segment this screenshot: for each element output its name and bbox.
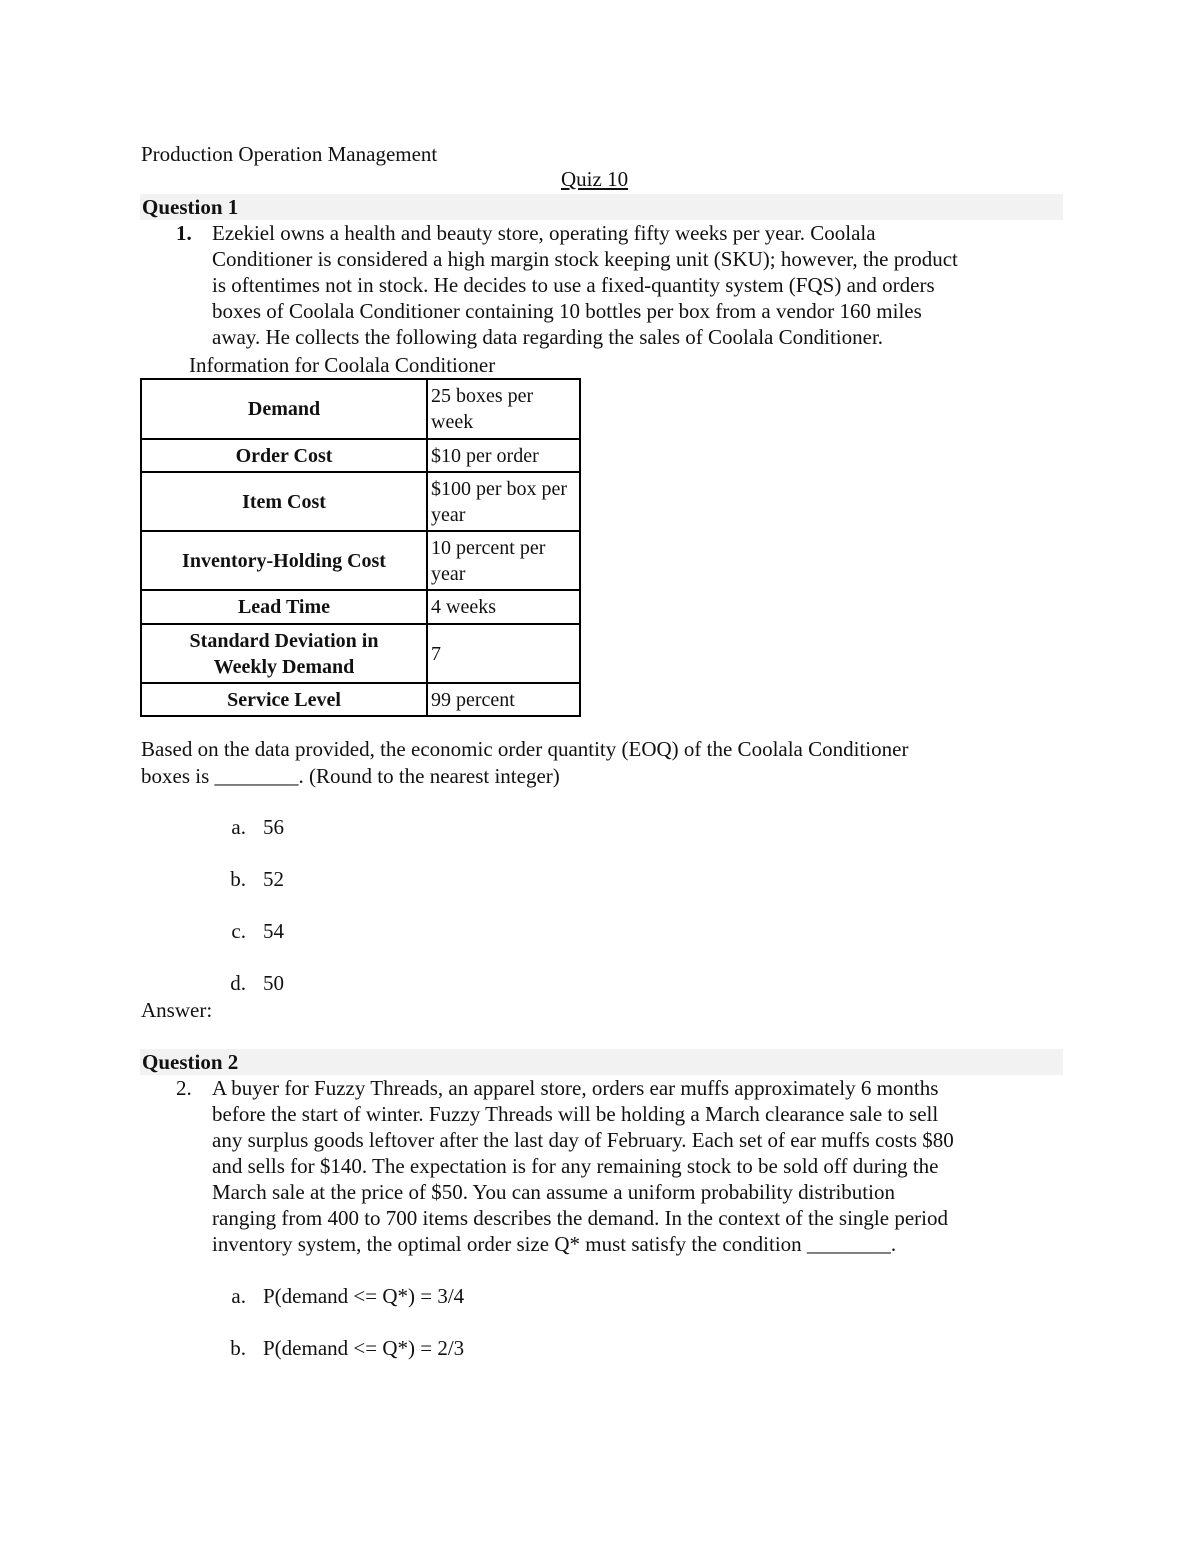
question-2-heading: Question 2 bbox=[142, 1050, 239, 1074]
question-2-text bbox=[212, 1075, 1062, 1257]
question-2-text-line: inventory system, the optimal order size Q* must satisfy the condition ________. bbox=[212, 1232, 897, 1256]
option-letter: b. bbox=[230, 867, 246, 891]
question-1-text bbox=[212, 220, 1062, 350]
quiz-title: Quiz 10 bbox=[561, 167, 629, 191]
question-2-text-line: ranging from 400 to 700 items describes the demand. In the context of the single period bbox=[212, 1206, 948, 1230]
info-table bbox=[140, 378, 581, 717]
table-value-cell: 99 percent bbox=[427, 683, 580, 716]
question-1-number: 1. bbox=[176, 221, 192, 245]
option-text: 52 bbox=[263, 867, 284, 891]
table-value-cell bbox=[427, 379, 580, 439]
option-letter: b. bbox=[230, 1336, 246, 1360]
option-letter: d. bbox=[230, 971, 246, 995]
table-label-text: Standard Deviation in Weekly Demand bbox=[189, 629, 379, 678]
question-1-text-line: is oftentimes not in stock. He decides to use a fixed-quantity system (FQS) and orders bbox=[212, 273, 935, 297]
question-2-number: 2. bbox=[176, 1076, 192, 1100]
table-value-line: $100 per box per year bbox=[431, 477, 568, 526]
question-1-text-line: away. He collects the following data regarding the sales of Coolala Conditioner. bbox=[212, 325, 884, 349]
table-label-cell: Lead Time bbox=[141, 590, 427, 624]
table-value-cell bbox=[427, 531, 580, 590]
question-2-text-line: and sells for $140. The expectation is for any remaining stock to be sold off during the bbox=[212, 1154, 939, 1178]
question-2-text-line: any surplus goods leftover after the last day of February. Each set of ear muffs costs $80 bbox=[212, 1128, 954, 1152]
option-letter: c. bbox=[231, 919, 246, 943]
question-2-text-line: A buyer for Fuzzy Threads, an apparel store, orders ear muffs approximately 6 months bbox=[212, 1076, 939, 1100]
option-text: 50 bbox=[263, 971, 284, 995]
table-value-line: 25 boxes per week bbox=[431, 385, 534, 433]
table-row bbox=[141, 472, 580, 531]
table-label-cell: Inventory-Holding Cost bbox=[141, 531, 427, 590]
table-value-cell: $10 per order bbox=[427, 439, 580, 472]
question-2-text-line: March sale at the price of $50. You can assume a uniform probability distribution bbox=[212, 1180, 895, 1204]
option-text: 54 bbox=[263, 919, 284, 943]
question-1-text-line: Conditioner is considered a high margin stock keeping unit (SKU); however, the product bbox=[212, 247, 958, 271]
option-text: 56 bbox=[263, 815, 284, 839]
question-2-header-bar bbox=[140, 1049, 1063, 1075]
table-value-cell: 4 weeks bbox=[427, 590, 580, 624]
table-label-cell: Item Cost bbox=[141, 472, 427, 531]
question-1-heading: Question 1 bbox=[142, 195, 239, 219]
prompt-line: Based on the data provided, the economic order quantity (EOQ) of the Coolala Conditioner bbox=[141, 737, 909, 761]
question-1-prompt bbox=[141, 736, 908, 790]
option-text: P(demand <= Q*) = 2/3 bbox=[263, 1336, 465, 1360]
table-value-cell bbox=[427, 472, 580, 531]
table-row bbox=[141, 683, 580, 716]
question-1-text-line: boxes of Coolala Conditioner containing 10 bottles per box from a vendor 160 miles bbox=[212, 299, 922, 323]
course-title: Production Operation Management bbox=[141, 142, 438, 166]
table-row bbox=[141, 531, 580, 590]
answer-label: Answer: bbox=[141, 998, 213, 1022]
table-label-cell: Service Level bbox=[141, 683, 427, 716]
table-value-line: 10 percent per year bbox=[431, 536, 546, 585]
question-1-text-line: Ezekiel owns a health and beauty store, operating fifty weeks per year. Coolala bbox=[212, 221, 876, 245]
table-row bbox=[141, 379, 580, 439]
table-label-cell: Order Cost bbox=[141, 439, 427, 472]
prompt-line: boxes is ________. (Round to the nearest integer) bbox=[141, 764, 560, 788]
table-row bbox=[141, 624, 580, 683]
table-value-cell: 7 bbox=[427, 624, 580, 683]
table-label-cell bbox=[141, 624, 427, 683]
question-2-text-line: before the start of winter. Fuzzy Threads will be holding a March clearance sale to sell bbox=[212, 1102, 939, 1126]
option-letter: a. bbox=[231, 815, 246, 839]
option-letter: a. bbox=[231, 1284, 246, 1308]
option-text: P(demand <= Q*) = 3/4 bbox=[263, 1284, 465, 1308]
question-1-header-bar bbox=[140, 194, 1063, 220]
table-caption: Information for Coolala Conditioner bbox=[189, 353, 496, 377]
table-row bbox=[141, 439, 580, 472]
table-label-cell: Demand bbox=[141, 379, 427, 439]
table-row bbox=[141, 590, 580, 624]
